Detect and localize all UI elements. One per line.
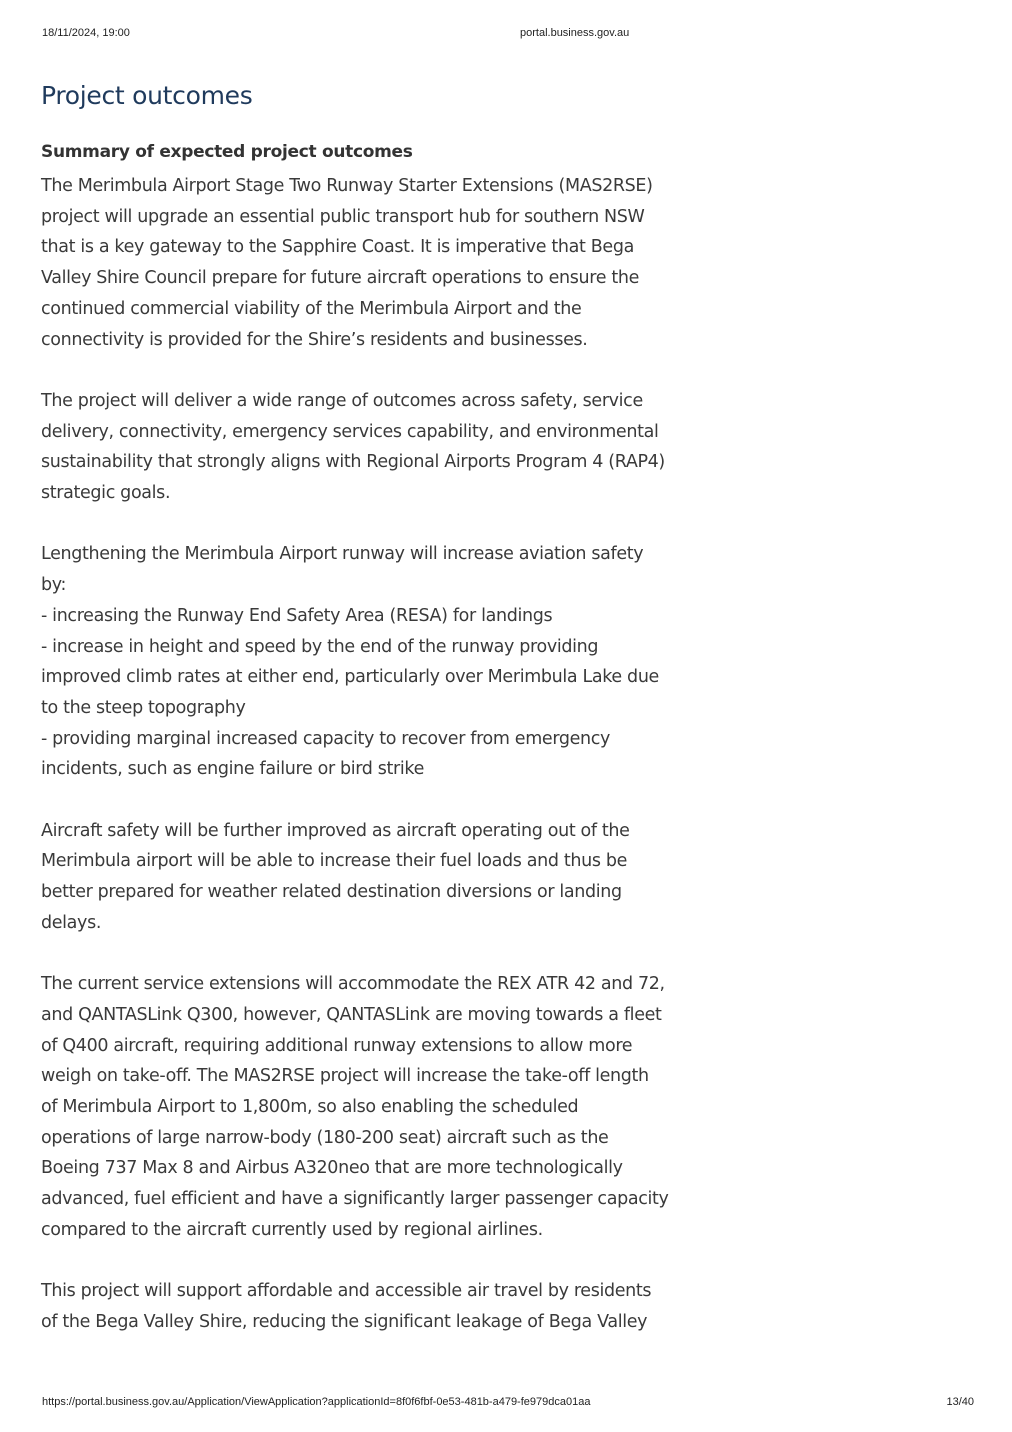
paragraph-line: Valley Shire Council prepare for future aircraft operations to ensure the [41, 268, 640, 289]
paragraph-line: delays. [41, 912, 102, 933]
paragraph-line: Boeing 737 Max 8 and Airbus A320neo that are more technologically [41, 1158, 623, 1179]
paragraph-line: weigh on take-off. The MAS2RSE project will increase the take-off length [41, 1066, 649, 1087]
outcomes-text [41, 171, 761, 1338]
paragraph-line: and QANTASLink Q300, however, QANTASLink are moving towards a fleet [41, 1004, 662, 1025]
paragraph [41, 969, 761, 1245]
paragraph-line: project will upgrade an essential public transport hub for southern NSW [41, 206, 645, 227]
paragraph-line: - providing marginal increased capacity to recover from emergency [41, 728, 611, 749]
paragraph-line: delivery, connectivity, emergency services capability, and environmental [41, 421, 659, 442]
paragraph-line: sustainability that strongly aligns with Regional Airports Program 4 (RAP4) [41, 452, 665, 473]
paragraph-line: connectivity is provided for the Shire’s residents and businesses. [41, 329, 588, 350]
print-url: https://portal.business.gov.au/Application/ViewApplication?applicationId=8f0f6fbf-0e53-481b-a479-fe979dca01aa [42, 1396, 591, 1408]
paragraph-line: of Merimbula Airport to 1,800m, so also enabling the scheduled [41, 1097, 579, 1118]
paragraph-line: of the Bega Valley Shire, reducing the significant leakage of Bega Valley [41, 1311, 648, 1332]
paragraph-line: The current service extensions will accommodate the REX ATR 42 and 72, [41, 974, 665, 995]
paragraph-line: to the steep topography [41, 697, 246, 718]
print-site: portal.business.gov.au [520, 27, 630, 39]
paragraph-line: of Q400 aircraft, requiring additional runway extensions to allow more [41, 1035, 633, 1056]
paragraph-line: continued commercial viability of the Merimbula Airport and the [41, 298, 582, 319]
paragraph-line: This project will support affordable and accessible air travel by residents [41, 1281, 652, 1302]
paragraph-line: Aircraft safety will be further improved as aircraft operating out of the [41, 820, 630, 841]
paragraph-line: that is a key gateway to the Sapphire Coast. It is imperative that Bega [41, 237, 634, 258]
paragraph-line: - increase in height and speed by the end of the runway providing [41, 636, 599, 657]
paragraph [41, 539, 761, 785]
paragraph-line: operations of large narrow-body (180-200 seat) aircraft such as the [41, 1127, 609, 1148]
print-datetime: 18/11/2024, 19:00 [42, 27, 130, 39]
page-title: Project outcomes [41, 81, 253, 110]
paragraph [41, 816, 761, 939]
print-footer [42, 1396, 974, 1412]
paragraph-line: compared to the aircraft currently used by regional airlines. [41, 1219, 543, 1240]
paragraph-line: improved climb rates at either end, particularly over Merimbula Lake due [41, 667, 659, 688]
paragraph-line: Merimbula airport will be able to increase their fuel loads and thus be [41, 851, 628, 872]
paragraph-line: advanced, fuel efficient and have a significantly larger passenger capacity [41, 1189, 669, 1210]
paragraph [41, 171, 761, 355]
section-subtitle: Summary of expected project outcomes [41, 142, 413, 162]
print-header [42, 27, 970, 43]
paragraph-line: better prepared for weather related destination diversions or landing [41, 882, 622, 903]
paragraph-line: strategic goals. [41, 483, 171, 504]
paragraph [41, 386, 761, 509]
page-number: 13/40 [946, 1396, 974, 1408]
paragraph-line: Lengthening the Merimbula Airport runway will increase aviation safety [41, 544, 644, 565]
paragraph-line: incidents, such as engine failure or bird strike [41, 759, 424, 780]
paragraph [41, 1276, 761, 1337]
paragraph-line: The project will deliver a wide range of outcomes across safety, service [41, 390, 643, 411]
paragraph-line: The Merimbula Airport Stage Two Runway Starter Extensions (MAS2RSE) [41, 176, 653, 196]
paragraph-line: - increasing the Runway End Safety Area (RESA) for landings [41, 605, 553, 626]
main-content [41, 78, 761, 1338]
paragraph-line: by: [41, 575, 67, 596]
